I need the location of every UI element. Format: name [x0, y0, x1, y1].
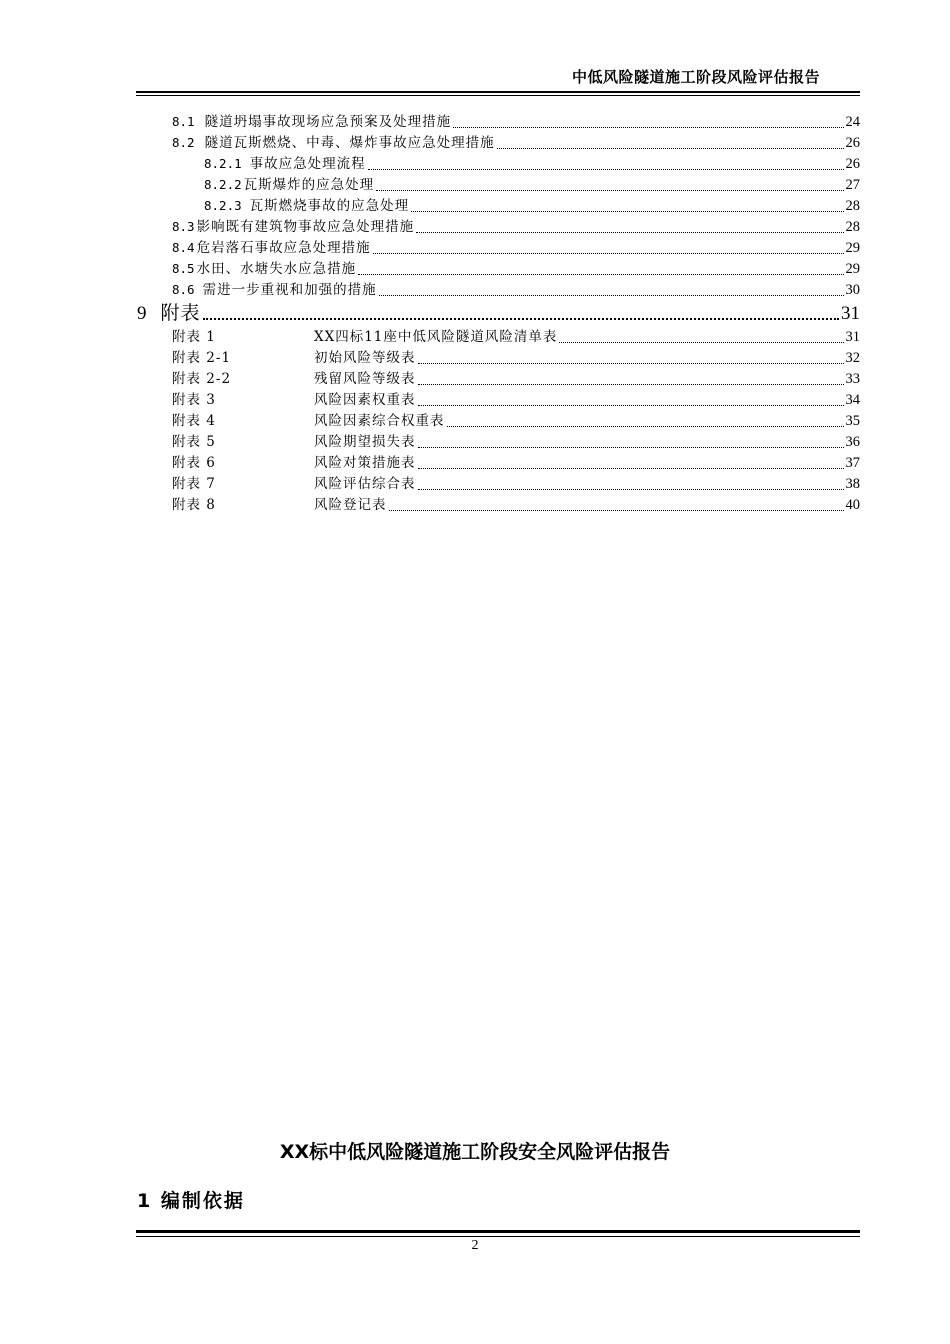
toc-entry-title: 危岩落石事故应急处理措施: [196, 240, 371, 256]
toc-appendix-page: 38: [845, 476, 860, 492]
toc-entry-8-5[interactable]: [172, 259, 860, 279]
toc-leader: [418, 362, 844, 364]
toc-entry-number: 8.1: [172, 114, 195, 129]
toc-chapter-page: 31: [841, 303, 860, 324]
toc-leader: [379, 294, 844, 296]
toc-leader: [411, 210, 843, 212]
toc-leader: [203, 317, 839, 320]
toc-entry-8-3[interactable]: [172, 217, 860, 237]
toc-entry-number: 8.2.1: [204, 156, 242, 171]
toc-entry-page: 29: [845, 240, 860, 256]
toc-appendix-title: XX四标11座中低风险隧道风险清单表: [314, 329, 558, 345]
header-rule: [136, 91, 860, 93]
toc-leader: [368, 168, 844, 170]
toc-leader: [358, 273, 843, 275]
running-header: 中低风险隧道施工阶段风险评估报告: [571, 68, 820, 86]
toc-entry-8-2-1[interactable]: [204, 154, 860, 174]
document-title: XX标中低风险隧道施工阶段安全风险评估报告: [279, 1141, 671, 1163]
toc-entry-number: 8.2.3: [204, 198, 242, 213]
toc-appendix-label: 附表 7: [172, 476, 216, 492]
toc-entry-8-1[interactable]: [172, 112, 860, 132]
toc-appendix-page: 34: [845, 392, 860, 408]
toc-entry-page: 24: [845, 114, 860, 130]
toc-leader: [416, 231, 843, 233]
toc-appendix-label: 附表 1: [172, 329, 216, 345]
toc-appendix-1[interactable]: [172, 327, 860, 347]
toc-appendix-title: 残留风险等级表: [314, 371, 416, 387]
toc-entry-title: 隧道瓦斯燃烧、中毒、爆炸事故应急处理措施: [204, 135, 495, 151]
toc-appendix-6[interactable]: [172, 453, 860, 473]
toc-entry-page: 26: [845, 135, 860, 151]
toc-appendix-title: 初始风险等级表: [314, 350, 416, 366]
toc-entry-title: 瓦斯燃烧事故的应急处理: [249, 198, 410, 214]
toc-appendix-4[interactable]: [172, 411, 860, 431]
toc-entry-8-6[interactable]: [172, 280, 860, 300]
toc-appendix-2-2[interactable]: [172, 369, 860, 389]
toc-leader: [559, 341, 843, 343]
footer-rule-thin: [136, 1236, 860, 1237]
header-rule-thin: [136, 95, 860, 96]
toc-entry-number: 8.5: [172, 261, 195, 276]
toc-entry-8-4[interactable]: [172, 238, 860, 258]
toc-entry-page: 30: [845, 282, 860, 298]
toc-entry-number: 8.2: [172, 135, 195, 150]
toc-appendix-page: 33: [845, 371, 860, 387]
toc-entry-title: 事故应急处理流程: [249, 156, 366, 172]
toc-entry-page: 29: [845, 261, 860, 277]
toc-entry-number: 8.2.2: [204, 177, 242, 192]
toc-leader: [376, 189, 843, 191]
toc-entry-title: 影响既有建筑物事故应急处理措施: [196, 219, 415, 235]
toc-appendix-page: 32: [845, 350, 860, 366]
toc-appendix-5[interactable]: [172, 432, 860, 452]
toc-appendix-page: 37: [845, 455, 860, 471]
toc-appendix-title: 风险期望损失表: [314, 434, 416, 450]
toc-leader: [447, 425, 844, 427]
toc-appendix-title: 风险对策措施表: [314, 455, 416, 471]
toc-entry-title: 隧道坍塌事故现场应急预案及处理措施: [204, 114, 452, 130]
toc-appendix-label: 附表 6: [172, 455, 216, 471]
toc-entry-8-2[interactable]: [172, 133, 860, 153]
toc-appendix-label: 附表 4: [172, 413, 216, 429]
toc-chapter-number: 9: [137, 303, 147, 324]
toc-appendix-page: 40: [845, 497, 860, 513]
toc-leader: [453, 126, 843, 128]
toc-appendix-label: 附表 2-2: [172, 371, 232, 387]
toc-leader: [418, 467, 844, 469]
toc-leader: [373, 252, 844, 254]
toc-leader: [389, 509, 844, 511]
toc-appendix-2-1[interactable]: [172, 348, 860, 368]
toc-leader: [418, 446, 844, 448]
toc-entry-title: 需进一步重视和加强的措施: [202, 282, 377, 298]
toc-chapter-9[interactable]: [137, 300, 860, 326]
toc-leader: [418, 383, 844, 385]
toc-appendix-title: 风险因素综合权重表: [314, 413, 445, 429]
toc-entry-title: 瓦斯爆炸的应急处理: [243, 177, 375, 193]
section-heading: 1 编制依据: [137, 1190, 245, 1212]
toc-appendix-7[interactable]: [172, 474, 860, 494]
toc-appendix-label: 附表 2-1: [172, 350, 232, 366]
toc-entry-number: 8.4: [172, 240, 195, 255]
toc-entry-page: 28: [845, 219, 860, 235]
toc-appendix-title: 风险因素权重表: [314, 392, 416, 408]
toc-entry-8-2-3[interactable]: [204, 196, 860, 216]
toc-appendix-label: 附表 8: [172, 497, 216, 513]
toc-entry-page: 28: [845, 198, 860, 214]
toc-appendix-8[interactable]: [172, 495, 860, 515]
toc-appendix-page: 36: [845, 434, 860, 450]
toc-entry-8-2-2[interactable]: [204, 175, 860, 195]
page-number: 2: [471, 1238, 479, 1253]
toc-leader: [418, 404, 844, 406]
toc-appendix-label: 附表 5: [172, 434, 216, 450]
toc-entry-number: 8.6: [172, 282, 195, 297]
toc-appendix-page: 35: [845, 413, 860, 429]
toc-entry-title: 水田、水塘失水应急措施: [196, 261, 357, 277]
toc-entry-page: 26: [845, 156, 860, 172]
toc-appendix-title: 风险登记表: [314, 497, 387, 513]
toc-leader: [497, 147, 844, 149]
toc-chapter-title: 附表: [160, 302, 201, 324]
toc-appendix-label: 附表 3: [172, 392, 216, 408]
toc-entry-number: 8.3: [172, 219, 195, 234]
footer-rule: [136, 1230, 860, 1233]
toc-entry-page: 27: [845, 177, 860, 193]
toc-leader: [418, 488, 844, 490]
toc-appendix-title: 风险评估综合表: [314, 476, 416, 492]
toc-appendix-page: 31: [845, 329, 860, 345]
toc-appendix-3[interactable]: [172, 390, 860, 410]
